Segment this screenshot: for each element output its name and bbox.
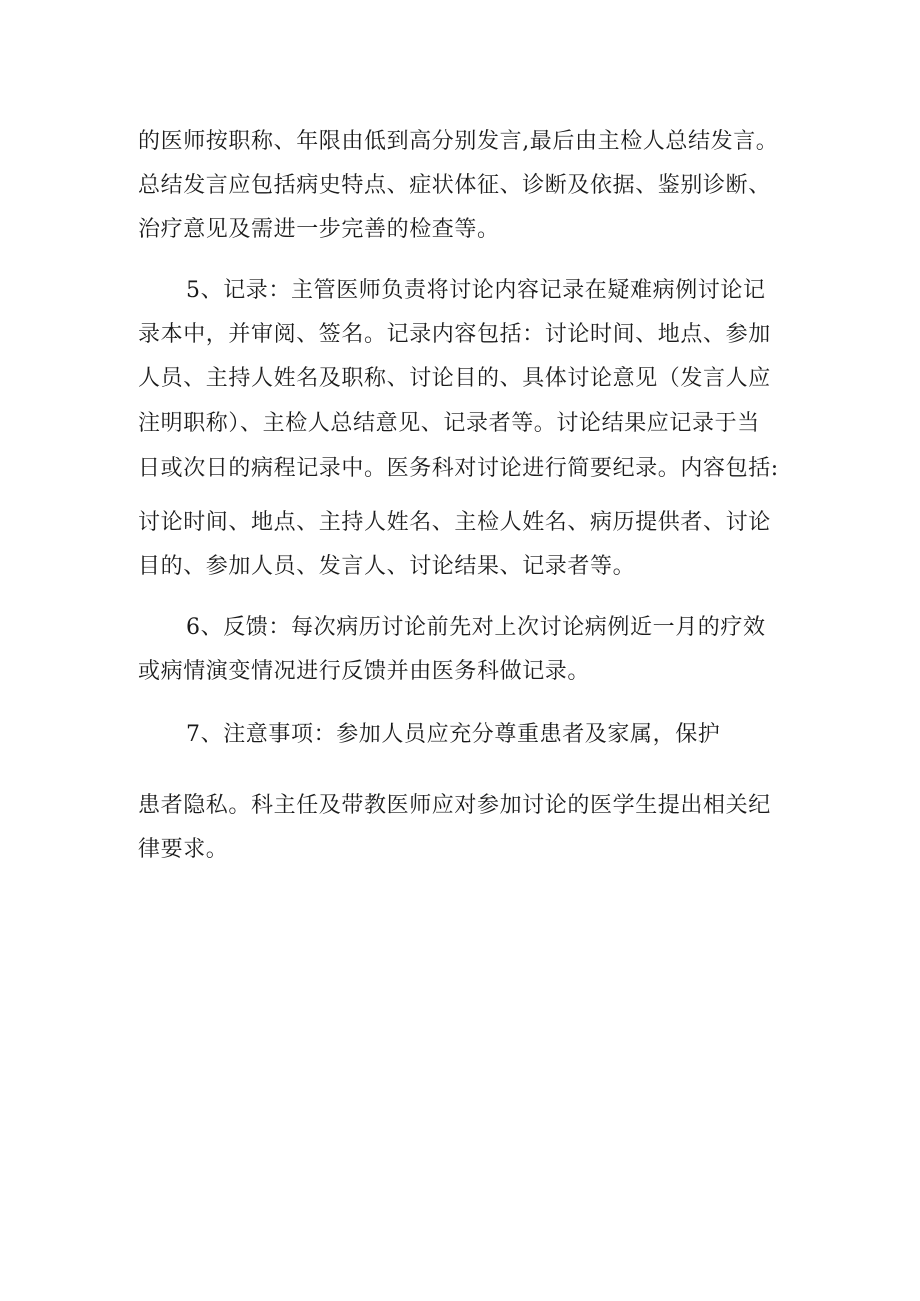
text-line-2: 总结发言应包括病史特点、症状体征、诊断及依据、鉴别诊断、 xyxy=(138,173,771,198)
text-line-6: 人员、主持人姓名及职称、讨论目的、具体讨论意见（发言人应 xyxy=(138,366,771,391)
section-7-heading-line: 7、注意事项：参加人员应充分尊重患者及家属，保护 xyxy=(186,722,721,747)
section-5-heading-line: 5、记录：主管医师负责将讨论内容记录在疑难病例讨论记 xyxy=(186,278,766,303)
section-6-heading-line: 6、反馈：每次病历讨论前先对上次讨论病例近一月的疗效 xyxy=(186,615,766,640)
text-line-12: 或病情演变情况进行反馈并由医务科做记录。 xyxy=(138,659,591,684)
text-line-5: 录本中，并审阅、签名。记录内容包括：讨论时间、地点、参加 xyxy=(138,322,771,347)
text-line-9: 讨论时间、地点、主持人姓名、主检人姓名、病历提供者、讨论 xyxy=(138,510,771,535)
text-line-14: 患者隐私。科主任及带教医师应对参加讨论的医学生提出相关纪 xyxy=(138,793,771,818)
text-line-15: 律要求。 xyxy=(138,837,229,862)
text-line-7: 注明职称）、主检人总结意见、记录者等。讨论结果应记录于当 xyxy=(138,411,760,436)
text-line-3: 治疗意见及需进一步完善的检查等。 xyxy=(138,217,500,242)
text-line-10: 目的、参加人员、发言人、讨论结果、记录者等。 xyxy=(138,554,636,579)
text-line-8: 日或次日的病程记录中。医务科对讨论进行简要纪录。内容包括: xyxy=(138,456,779,481)
text-line-1: 的医师按职称、年限由低到高分别发言,最后由主检人总结发言。 xyxy=(138,129,779,154)
